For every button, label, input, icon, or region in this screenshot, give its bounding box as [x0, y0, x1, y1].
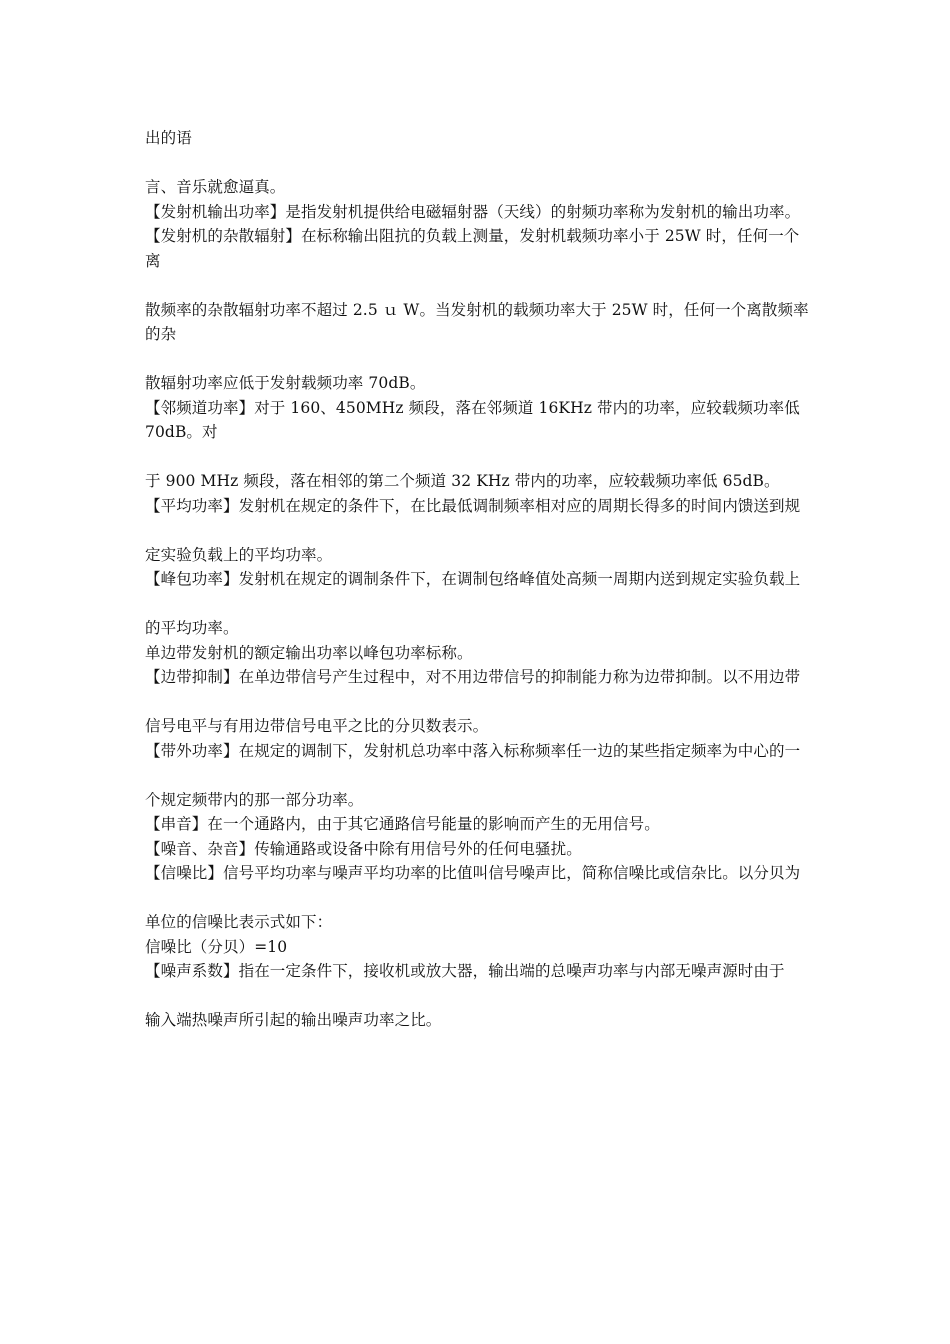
- paragraph: 定实验负载上的平均功率。: [145, 545, 333, 564]
- paragraph: 的平均功率。: [145, 619, 239, 637]
- paragraph: 【串音】在一个通路内，由于其它通路信号能量的影响而产生的无用信号。: [145, 815, 660, 833]
- paragraph: 单位的信噪比表示式如下：: [145, 913, 333, 931]
- paragraph: 出的语: [145, 129, 192, 147]
- paragraph: 【信噪比】信号平均功率与噪声平均功率的比值叫信号噪声比，简称信噪比或信杂比。以分贝为: [145, 864, 801, 882]
- paragraph: 【噪声系数】指在一定条件下，接收机或放大器，输出端的总噪声功率与内部无噪声源时由于: [145, 962, 785, 980]
- paragraph: 信噪比（分贝）=10: [145, 937, 288, 956]
- paragraph: 【发射机输出功率】是指发射机提供给电磁辐射器（天线）的射频功率称为发射机的输出功率。: [145, 202, 801, 221]
- paragraph: 【发射机的杂散辐射】在标称输出阻抗的负载上测量，发射机载频功率小于 25W 时，任何一个离: [145, 227, 800, 270]
- paragraph: 【噪音、杂音】传输通路或设备中除有用信号外的任何电骚扰。: [145, 839, 582, 858]
- document-body: [145, 126, 810, 1033]
- paragraph: 于 900 MHz 频段，落在相邻的第二个频道 32 KHz 带内的功率，应较载频功率低 65dB。: [145, 472, 780, 490]
- paragraph: 【平均功率】发射机在规定的条件下，在比最低调制频率相对应的周期长得多的时间内馈送到规: [145, 496, 801, 515]
- paragraph: 【边带抑制】在单边带信号产生过程中，对不用边带信号的抑制能力称为边带抑制。以不用边带: [145, 668, 801, 686]
- paragraph: 单边带发射机的额定输出功率以峰包功率标称。: [145, 643, 473, 662]
- paragraph: 言、音乐就愈逼真。: [145, 178, 286, 196]
- paragraph: 【邻频道功率】对于 160、450MHz 频段，落在邻频道 16KHz 带内的功率，应较载频功率低 70dB。对: [145, 398, 800, 441]
- paragraph: 个规定频带内的那一部分功率。: [145, 790, 364, 809]
- paragraph: 散辐射功率应低于发射载频功率 70dB。: [145, 374, 426, 392]
- paragraph: 信号电平与有用边带信号电平之比的分贝数表示。: [145, 717, 489, 735]
- paragraph: 散频率的杂散辐射功率不超过 2.5 ｕ W。当发射机的载频功率大于 25W 时，任何一个离散频率的杂: [145, 300, 809, 343]
- paragraph: 【带外功率】在规定的调制下，发射机总功率中落入标称频率任一边的某些指定频率为中心的一: [145, 741, 801, 760]
- paragraph: 输入端热噪声所引起的输出噪声功率之比。: [145, 1011, 442, 1029]
- paragraph: 【峰包功率】发射机在规定的调制条件下，在调制包络峰值处高频一周期内送到规定实验负载上: [145, 570, 801, 588]
